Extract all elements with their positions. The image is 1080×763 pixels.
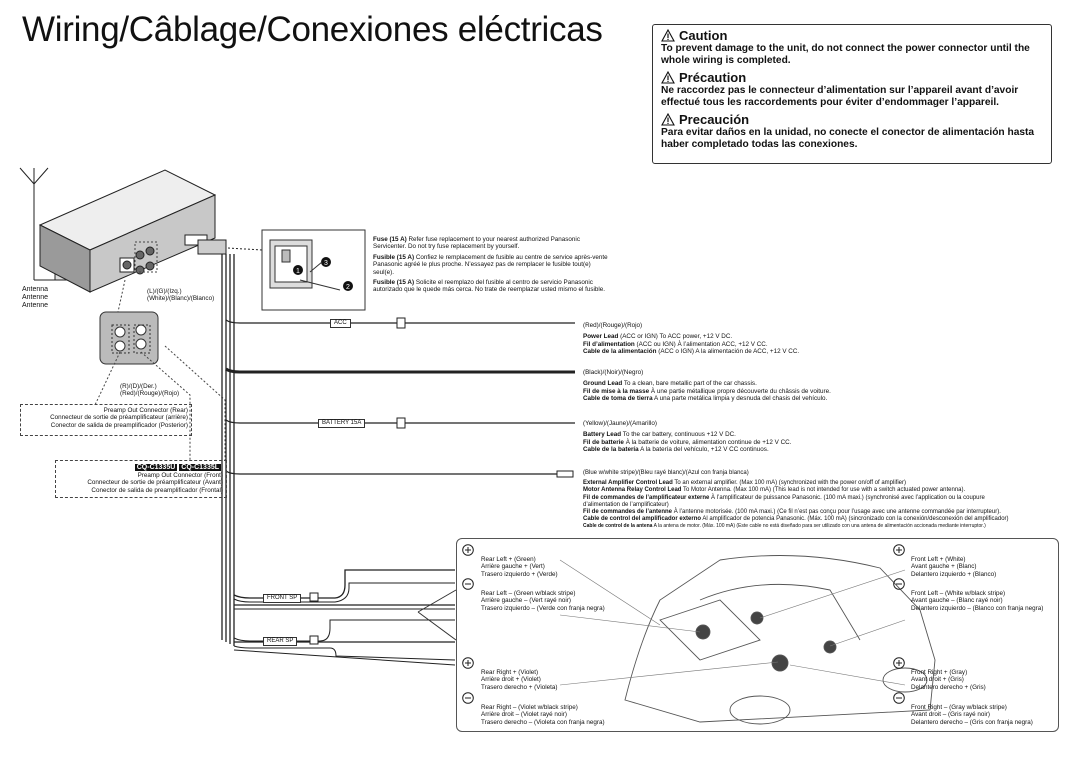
battery-lead-description: (Yellow)/(Jaune)/(Amarillo) Battery Lead To the car battery, continuous +12 V DC. Fil de batterie À la batterie de voiture, alimentation continue de +12 V CC. Cable de la batería A la batería del vehículo, +12 V CC continuos. xyxy=(583,420,792,454)
fuse-notes: Fuse (15 A) Refer fuse replacement to your nearest authorized Panasonic Servicenter. Do not try fuse replacement by yourself. Fusible (15 A) Confiez le remplacement de fusible au centre de service après-vente Panasonic agréé le plus proche. N’essayez pas de remplacer le fusible tout(e) seul(e). Fusible (15 A) Solicite el reemplazo del fusible al centro de servicio Panasonic autorizado que le quede más cerca. No trate de reemplazar usted mismo el fusible. xyxy=(373,236,608,294)
ground-lead-description: (Black)/(Noir)/(Negro) Ground Lead To a clean, bare metallic part of the car chassis. Fil de mise à la masse À une partie métallique propre découverte du châssis de voiture. Cable de toma de tierra A una parte metálica limpia y desnuda del chasis del vehículo. xyxy=(583,369,831,403)
battery-lead-tag: BATTERY 15A xyxy=(318,419,365,428)
caution-title-en: Caution xyxy=(679,28,728,43)
caution-title-es: Precaución xyxy=(679,112,750,127)
preamp-rear-label: Preamp Out Connector (Rear) Connecteur de sortie de préamplificateur (arrière) Conector de salida de preamplificador (Posterior) xyxy=(20,404,192,436)
rear-left-minus-label: Rear Left – (Green w/black stripe) Arrière gauche – (Vert rayé noir) Trasero izquierdo – (Verde con franja negra) xyxy=(481,590,605,612)
minus-icon xyxy=(462,578,474,590)
head-unit xyxy=(40,170,215,292)
antenna-label: Antenna Antenne Antenne xyxy=(22,286,49,309)
model-badge: CQ-C1335U xyxy=(136,464,176,471)
minus-icon xyxy=(893,578,905,590)
front-sp-tag: FRONT SP xyxy=(263,594,301,603)
front-right-plus-label: Front Right + (Gray) Avant droit + (Gris) Delantero derecho + (Gris) xyxy=(911,669,986,691)
rear-left-plus-label: Rear Left + (Green) Arrière gauche + (Vert) Trasero izquierdo + (Verde) xyxy=(481,556,558,578)
page-title: Wiring/Câblage/Conexiones eléctricas xyxy=(22,10,603,49)
acc-lead-tag: ACC xyxy=(330,319,351,328)
rear-sp-tag: REAR SP xyxy=(263,637,297,646)
caution-text-es: Para evitar daños en la unidad, no conecte el conector de alimentación hasta haber completado todas las conexiones. xyxy=(661,127,1035,150)
preamp-left-label: (L)/(G)/(Izq.) (White)/(Blanc)/(Blanco) xyxy=(147,288,215,303)
minus-icon xyxy=(893,692,905,704)
plus-icon xyxy=(893,657,905,669)
front-left-plus-label: Front Left + (White) Avant gauche + (Blanc) Delantero izquierdo + (Blanco) xyxy=(911,556,997,578)
plus-icon xyxy=(462,657,474,669)
minus-icon xyxy=(462,692,474,704)
model-badge: CQ-C1335L xyxy=(181,464,219,471)
preamp-right-label: (R)/(D)/(Der.) (Red)/(Rouge)/(Rojo) xyxy=(120,383,180,398)
caution-title-fr: Précaution xyxy=(679,70,747,85)
preamp-front-label: CQ-C1335U CQ-C1335L Preamp Out Connector (Front) Connecteur de sortie de préamplificateur (Avant) Conector de salida de preamplificador (Frontal) xyxy=(55,460,227,498)
front-left-minus-label: Front Left – (White w/black stripe) Avant gauche – (Blanc rayé noir) Delantero izquierdo – (Blanco con franja negra) xyxy=(911,590,1044,612)
rear-right-minus-label: Rear Right – (Violet w/black stripe) Arrière droit – (Violet rayé noir) Trasero derecho – (Violeta con franja negra) xyxy=(481,704,605,726)
svg-text:1: 1 xyxy=(296,268,300,275)
preamp-connector-panel xyxy=(100,312,158,364)
plus-icon xyxy=(893,544,905,556)
fuse-detail-illustration xyxy=(262,230,365,310)
external-control-lead-description: (Blue w/white stripe)/(Bleu rayé blanc)/(Azul con franja blanca) External Amplifier Control Lead To an external amplifier. (Max 100 mA) (synchronized with the power on/off of amplifier) Motor Antenna Relay Control Lead To Motor Antenna. (Max 100 mA) (This lead is not intended for use with a switch actuated power antenna). Fil de commandes de l’amplificateur externe À l’amplificateur de puissance Panasonic. (100 mA maxi.) (synchronisé avec l’application ou la coupure d’alimentation de l’amplificateur) Fil de commandes de l’antenne À l’antenne motorisée. (100 mA maxi.) (Ce fil n’est pas conçu pour l’usage avec une antenne commandée par interrupteur). Cable de control del amplificador externo Al amplificador de potencia Panasonic. (Máx. 100 mA) (sincronizado con la conexión/desconexión del amplificador) Cable de control de la antena A la antena de motor. (Máx. 100 mA) (Este cable no está diseñado para ser utilizado con una antena de alimentación accionada mediante interruptor.) xyxy=(583,470,1009,530)
svg-text:3: 3 xyxy=(324,260,328,267)
svg-text:2: 2 xyxy=(346,284,350,291)
rear-right-plus-label: Rear Right + (Violet) Arrière droit + (Violet) Trasero derecho + (Violeta) xyxy=(481,669,558,691)
front-right-minus-label: Front Right – (Gray w/black stripe) Avant droit – (Gris rayé noir) Delantero derecho – (Gris con franja negra) xyxy=(911,704,1033,726)
caution-text-fr: Ne raccordez pas le connecteur d’alimentation sur l’appareil avant d’avoir effectué tous les raccordements pour éviter d’endommager l’appareil. xyxy=(661,85,1019,108)
caution-text-en: To prevent damage to the unit, do not connect the power connector until the whole wiring is completed. xyxy=(661,43,1030,66)
acc-lead-description: (Red)/(Rouge)/(Rojo) Power Lead (ACC or IGN) To ACC power, +12 V DC. Fil d’alimentation (ACC ou IGN) À l’alimentation ACC, +12 V CC. Cable de la alimentación (ACC o IGN) A la alimentación de ACC, +12 V CC. xyxy=(583,322,800,356)
plus-icon xyxy=(462,544,474,556)
